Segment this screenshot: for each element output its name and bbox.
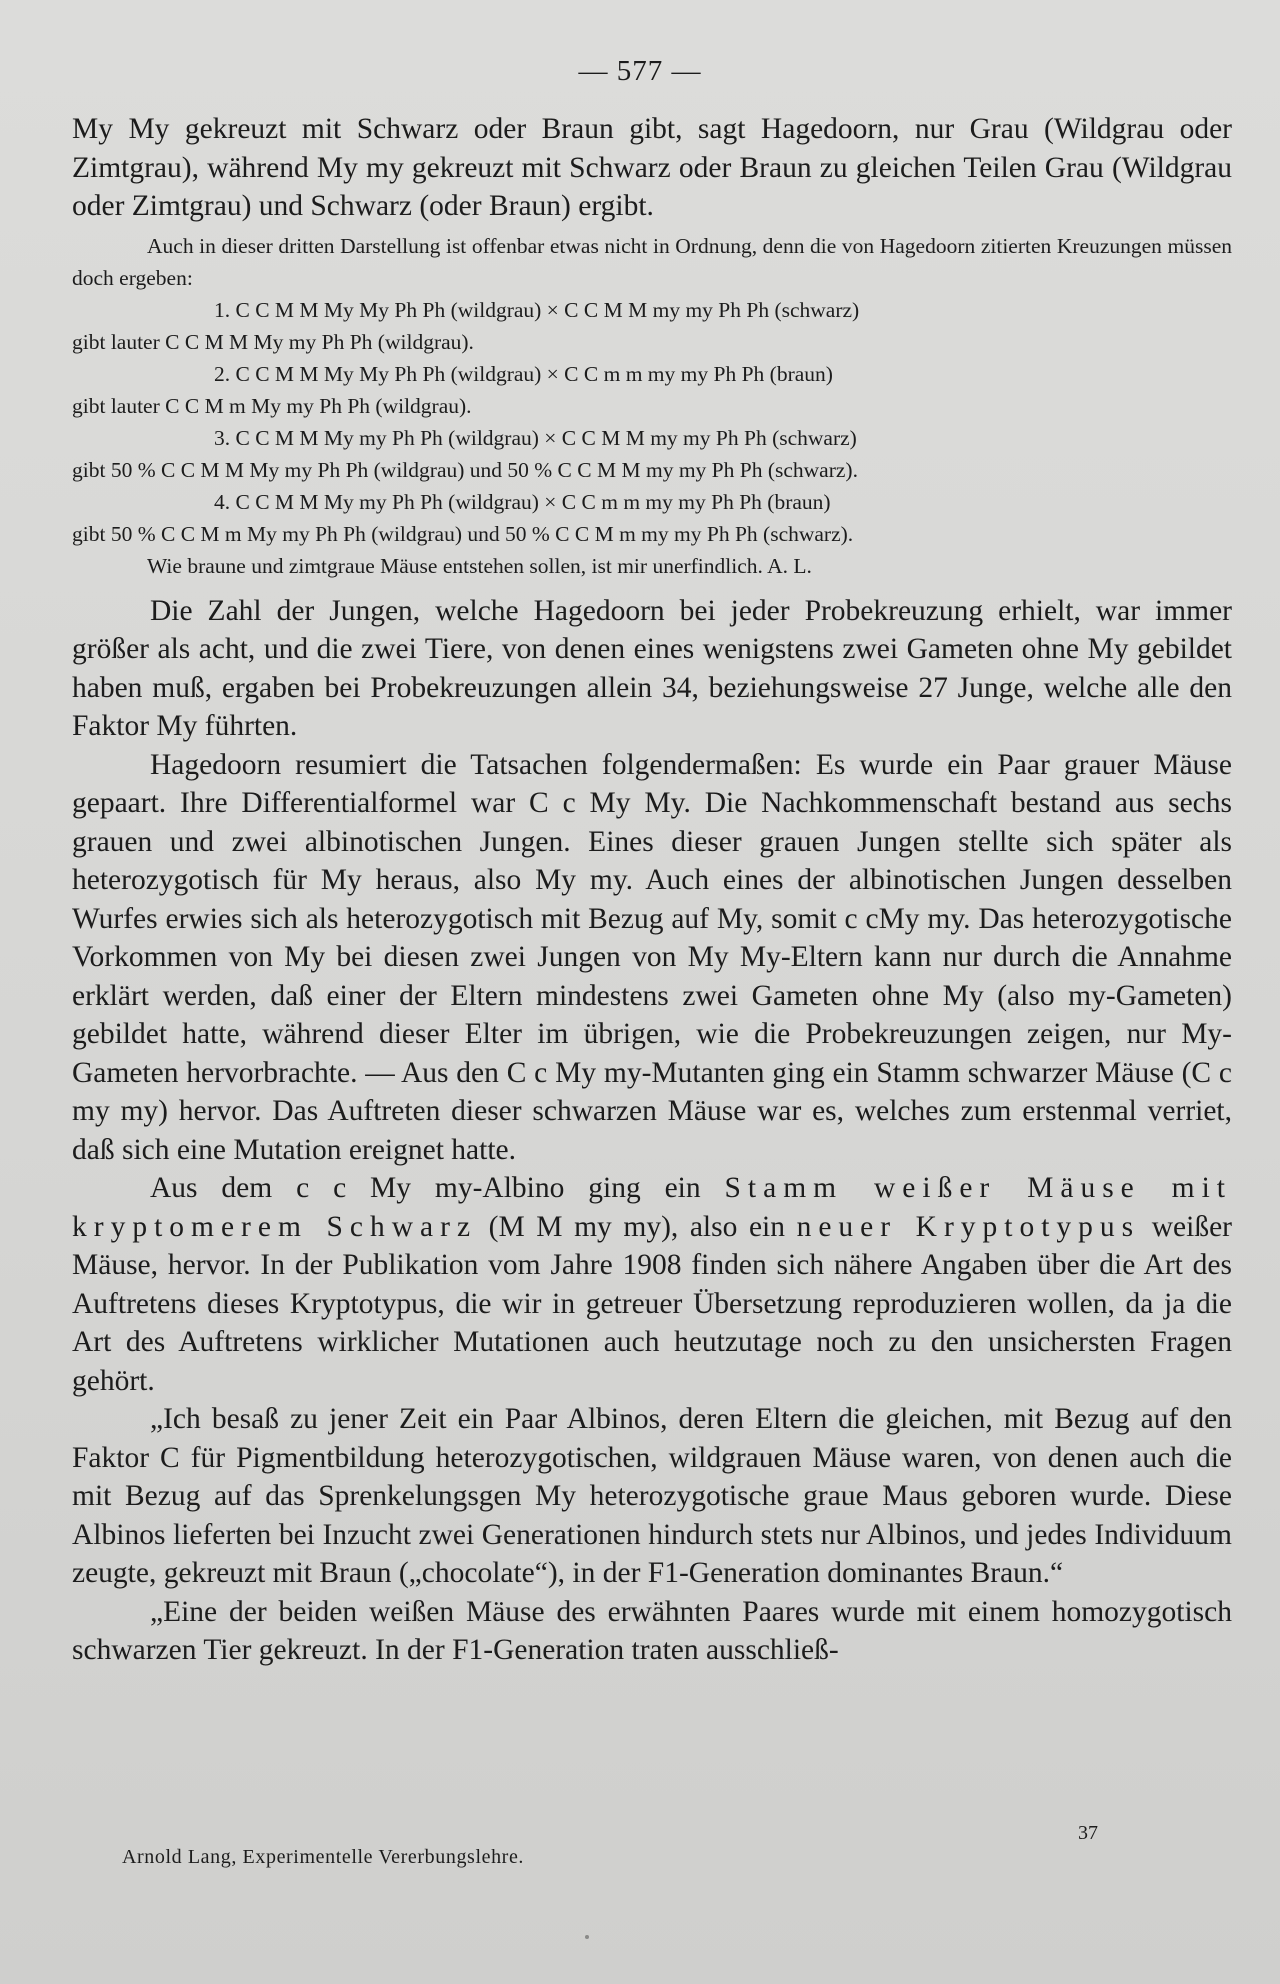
paragraph-3-part-c: weißer Mäuse, hervor. In der Publikation vom Jahre 1908 finden sich nähere Angaben über die Art des Auftretens dieses Kryptotypus, die wir in getreuer Übersetzung reproduzieren wollen, da ja die Art des Auftretens wirklicher Mutationen auch heutzutage noch zu den unsichersten Fragen gehört. <box>72 1210 1232 1397</box>
paragraph-3-part-a: Aus dem c c My my-Albino ging ein <box>150 1172 701 1204</box>
scan-speck <box>585 1935 589 1939</box>
note-result-4: gibt 50 % C C M m My my Ph Ph (wildgrau) und 50 % C C M m my my Ph Ph (schwarz). <box>72 521 854 546</box>
note-result-3: gibt 50 % C C M M My my Ph Ph (wildgrau) und 50 % C C M M my my Ph Ph (schwarz). <box>72 457 858 482</box>
paragraph-4-quote: „Ich besaß zu jener Zeit ein Paar Albinos, deren Eltern die gleichen, mit Bezug auf den Faktor C für Pigmentbildung heterozygotischen, wildgrauen Mäuse waren, von denen auch die mit Bezug auf das Sprenkelungsgen My heterozygotische graue Maus geboren wurde. Diese Albinos lieferten bei Inzucht zwei Generationen hindurch stets nur Albinos, und jedes Individuum zeugte, gekreuzt mit Braun („chocolate“), in der F1-Generation dominantes Braun.“ <box>72 1403 1232 1589</box>
footer-imprint: Arnold Lang, Experimentelle Vererbungslehre. <box>122 1846 525 1868</box>
paragraph-2: Hagedoorn resumiert die Tatsachen folgendermaßen: Es wurde ein Paar grauer Mäuse gepaart. Ihre Differentialformel war C c My My. Die Nachkommenschaft bestand aus sechs grauen und zwei albinotischen Jungen. Eines dieser grauen Jungen stellte sich später als heterozygotisch für My heraus, also My my. Auch eines der albinotischen Jungen desselben Wurfes erwies sich als heterozygotisch mit Bezug auf My, somit c cMy my. Das heterozygotische Vorkommen von My bei diesen zwei Jungen von My My-Eltern kann nur durch die Annahme erklärt werden, daß einer der Eltern mindestens zwei Gameten ohne My (also my-Gameten) gebildet hatte, während dieser Elter im übrigen, wie die Probekreuzungen zeigen, nur My-Gameten hervorbrachte. — Aus den C c My my-Mutanten ging ein Stamm schwarzer Mäuse (C c my my) hervor. Das Auftreten dieser schwarzen Mäuse war es, welches zum erstenmal verriet, daß sich eine Mutation ereignet hatte. <box>72 748 1232 1166</box>
emphasis-spaced-2: neuer Kryptotypus <box>796 1210 1141 1243</box>
emphasis-spaced-1: Stamm weißer Mäuse mit kryptomerem Schwarz <box>72 1172 1232 1243</box>
editor-note <box>72 230 1232 582</box>
paragraph-continuation: My My gekreuzt mit Schwarz oder Braun gibt, sagt Hagedoorn, nur Grau (Wildgrau oder Zimtgrau), während My my gekreuzt mit Schwarz oder Braun zu gleichen Teilen Grau (Wildgrau oder Zimtgrau) und Schwarz (oder Braun) ergibt. <box>72 113 1232 222</box>
paragraph-3 <box>72 1169 1232 1400</box>
paragraph-3-part-b: (M M my my), also ein <box>488 1210 785 1243</box>
page-number: — 577 — <box>578 55 702 87</box>
page-body <box>72 110 1232 1670</box>
paragraph-5-quote: „Eine der beiden weißen Mäuse des erwähnten Paares wurde mit einem homozygotisch schwarzen Tier gekreuzt. In der F1-Generation traten ausschließ- <box>72 1595 1232 1666</box>
note-intro: Auch in dieser dritten Darstellung ist offenbar etwas nicht in Ordnung, denn die von Hagedoorn zitierten Kreuzungen müssen doch ergeben: <box>72 233 1232 290</box>
top-text <box>72 110 1232 226</box>
note-cross-2: 2. C C M M My My Ph Ph (wildgrau) × C C m m my my Ph Ph (braun) <box>214 361 833 386</box>
signature-mark: 37 <box>1078 1822 1098 1844</box>
note-closing: Wie braune und zimtgraue Mäuse entstehen sollen, ist mir unerfindlich. A. L. <box>147 553 812 578</box>
note-cross-4: 4. C C M M My my Ph Ph (wildgrau) × C C m m my my Ph Ph (braun) <box>214 489 831 514</box>
main-text <box>72 592 1232 1670</box>
note-result-1: gibt lauter C C M M My my Ph Ph (wildgrau). <box>72 329 474 354</box>
note-cross-1: 1. C C M M My My Ph Ph (wildgrau) × C C M M my my Ph Ph (schwarz) <box>214 297 860 322</box>
note-cross-3: 3. C C M M My my Ph Ph (wildgrau) × C C M M my my Ph Ph (schwarz) <box>214 425 857 450</box>
paragraph-1: Die Zahl der Jungen, welche Hagedoorn bei jeder Probekreuzung erhielt, war immer größer als acht, und die zwei Tiere, von denen eines wenigstens zwei Gameten ohne My gebildet haben muß, ergaben bei Probekreuzungen allein 34, beziehungsweise 27 Junge, welche alle den Faktor My führten. <box>72 594 1232 742</box>
note-result-2: gibt lauter C C M m My my Ph Ph (wildgrau). <box>72 393 472 418</box>
